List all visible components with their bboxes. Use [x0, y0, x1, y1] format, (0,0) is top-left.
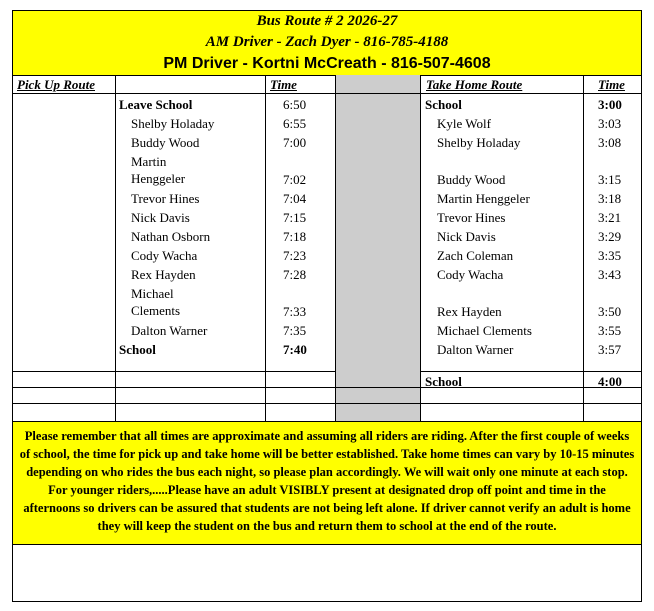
- takehome-stop-name: Rex Hayden: [437, 304, 502, 319]
- pickup-stop-name: Buddy Wood: [131, 135, 200, 150]
- bus-route-sheet: [12, 10, 642, 602]
- takehome-stop-name: School: [425, 374, 462, 389]
- pickup-stop-name: Nathan Osborn: [131, 229, 211, 244]
- am-driver-line: AM Driver - Zach Dyer - 816-785-4188: [13, 31, 641, 54]
- pm-driver-line: PM Driver - Kortni McCreath - 816-507-4608: [13, 53, 641, 76]
- pickup-stop-time: 7:40: [283, 342, 307, 357]
- pickup-stop-time: 6:50: [283, 97, 307, 112]
- takehome-stop-time: 3:50: [598, 304, 622, 319]
- pickup-stop-name: Leave School: [119, 97, 193, 112]
- takehome-stop-name: Michael Clements: [437, 323, 532, 338]
- pickup-stop-time: 7:02: [283, 172, 307, 187]
- pickup-stop-time: 7:28: [283, 267, 307, 282]
- takehome-stop-time: 3:29: [598, 229, 622, 244]
- takehome-stop-time: 3:15: [598, 172, 622, 187]
- takehome-route-header: Take Home Route: [426, 77, 523, 92]
- pickup-stop-name: Martin Henggeler: [131, 154, 186, 186]
- takehome-stop-time: 3:00: [598, 97, 622, 112]
- pickup-stop-name: Cody Wacha: [131, 248, 198, 263]
- pickup-stop-time: 7:15: [283, 210, 307, 225]
- takehome-stop-time: 3:55: [598, 323, 622, 338]
- takehome-stop-name: Trevor Hines: [437, 210, 506, 225]
- takehome-stop-name: Martin Henggeler: [437, 191, 530, 206]
- pickup-time-header: Time: [270, 77, 297, 92]
- pickup-stop-name: Michael Clements: [131, 286, 181, 318]
- takehome-stop-name: Nick Davis: [437, 229, 496, 244]
- takehome-time-header: Time: [598, 77, 625, 92]
- route-table: [13, 75, 641, 421]
- pickup-stop-name: Nick Davis: [131, 210, 190, 225]
- takehome-stop-name: Zach Coleman: [437, 248, 514, 263]
- pickup-stop-time: 7:33: [283, 304, 307, 319]
- takehome-stop-name: Cody Wacha: [437, 267, 504, 282]
- pickup-stop-name: Rex Hayden: [131, 267, 196, 282]
- takehome-stop-time: 3:35: [598, 248, 622, 263]
- pickup-route-header: Pick Up Route: [17, 77, 95, 92]
- gray-divider-column: [335, 75, 420, 421]
- pickup-stop-time: 7:35: [283, 323, 307, 338]
- takehome-stop-time: 3:21: [598, 210, 622, 225]
- takehome-stop-name: Dalton Warner: [437, 342, 514, 357]
- takehome-stop-name: Shelby Holaday: [437, 135, 521, 150]
- pickup-stop-time: 7:00: [283, 135, 307, 150]
- pickup-stop-name: Shelby Holaday: [131, 116, 215, 131]
- pickup-stop-name: Trevor Hines: [131, 191, 200, 206]
- pickup-stop-name: School: [119, 342, 156, 357]
- route-title: Bus Route # 2 2026-27: [13, 11, 641, 32]
- takehome-stop-name: Buddy Wood: [437, 172, 506, 187]
- takehome-stop-time: 4:00: [598, 374, 622, 389]
- takehome-stop-time: 3:43: [598, 267, 622, 282]
- rider-notice: Please remember that all times are approximate and assuming all riders are riding. After the first couple of weeks of school, the time for pick up and take home will be better established. Take home times can vary by 10-15 minutes depending on who rides the bus each night, so please plan accordingly. We will wait only one minute at each stop. For younger riders,.....Please have an adult VISIBLY present at designated drop off point and time in the afternoons so drivers can be assured that students are not being left alone. If driver cannot verify an adult is home they will keep the student on the bus and return them to school at the end of the route.: [13, 421, 641, 545]
- takehome-stop-time: 3:57: [598, 342, 622, 357]
- pickup-stop-name: Dalton Warner: [131, 323, 208, 338]
- takehome-stop-name: School: [425, 97, 462, 112]
- takehome-stop-name: Kyle Wolf: [437, 116, 491, 131]
- pickup-stop-time: 7:18: [283, 229, 307, 244]
- takehome-stop-time: 3:18: [598, 191, 622, 206]
- pickup-stop-time: 7:23: [283, 248, 307, 263]
- takehome-stop-time: 3:03: [598, 116, 622, 131]
- pickup-stop-time: 7:04: [283, 191, 307, 206]
- pickup-stop-time: 6:55: [283, 116, 307, 131]
- takehome-stop-time: 3:08: [598, 135, 622, 150]
